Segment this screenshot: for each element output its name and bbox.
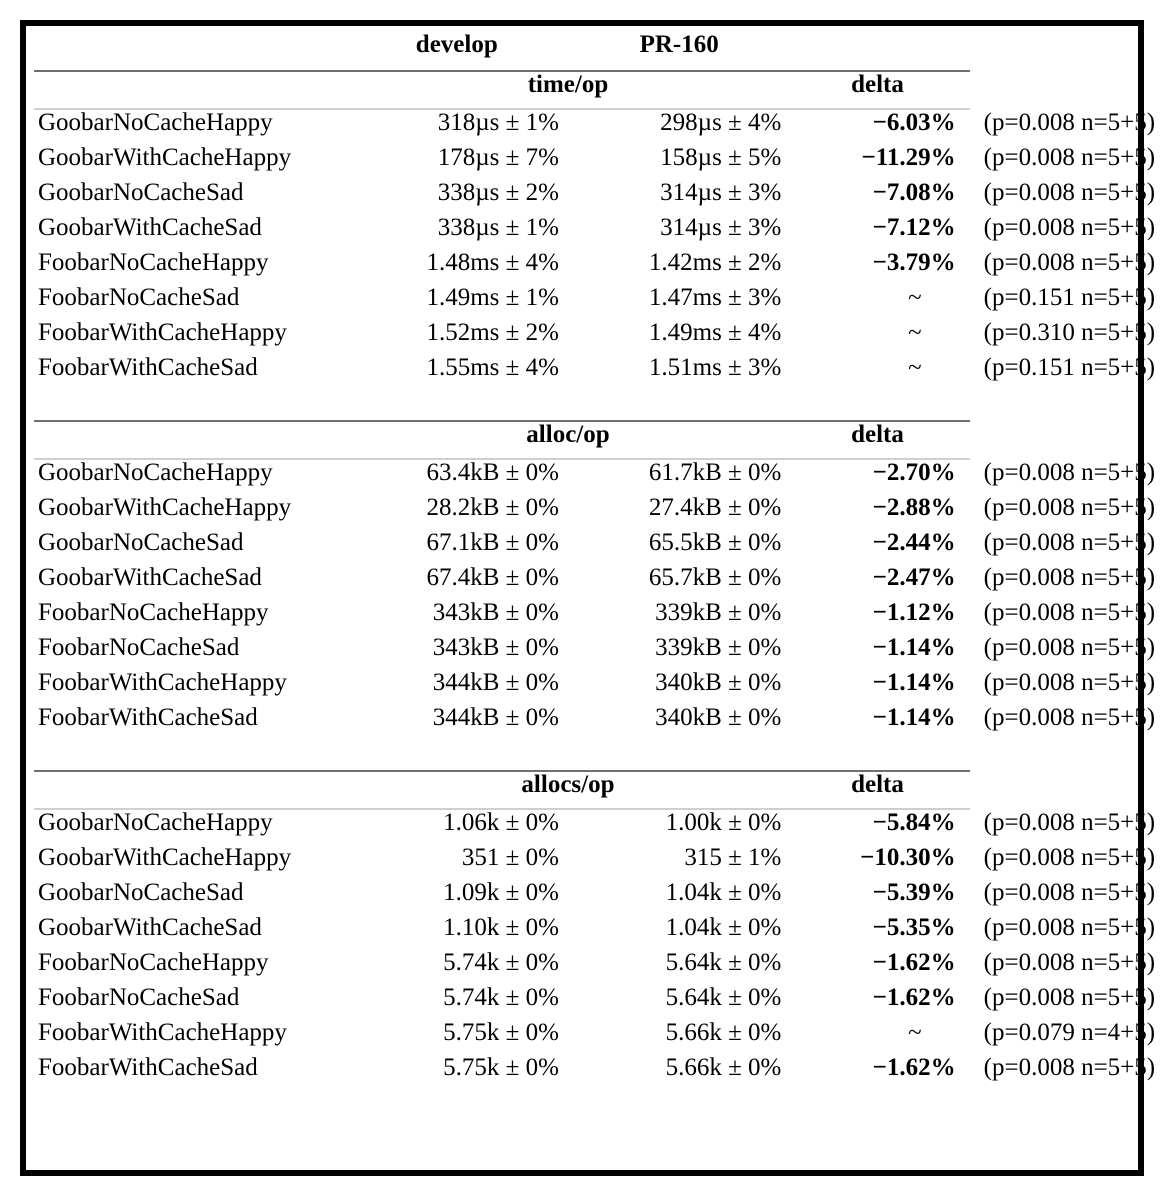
delta-value-cell: −5.39% xyxy=(872,879,956,906)
metric-header-spacer xyxy=(34,71,355,109)
benchmark-name-cell: FoobarWithCacheSad xyxy=(38,354,258,381)
pr-value-cell: 339kB ± 0% xyxy=(655,634,782,661)
develop-value-cell: 5.75k ± 0% xyxy=(443,1019,559,1046)
pvalue-cell: (p=0.008 n=5+5) xyxy=(983,144,1156,171)
pr-value-cell: 314µs ± 3% xyxy=(660,214,782,241)
develop-value-cell: 343kB ± 0% xyxy=(432,599,559,626)
pr-value-cell: 1.00k ± 0% xyxy=(665,809,782,836)
table-row xyxy=(34,1055,1130,1090)
column-header-pval-blank xyxy=(970,771,1130,809)
benchmark-name-cell: GoobarNoCacheSad xyxy=(38,179,244,206)
delta-value-cell: −1.62% xyxy=(872,1054,956,1081)
pr-value-cell: 1.04k ± 0% xyxy=(665,914,782,941)
delta-value-cell: −3.79% xyxy=(872,249,956,276)
spacer-cell xyxy=(970,390,1130,421)
pr-value-cell: 1.04k ± 0% xyxy=(665,879,782,906)
pr-value-cell: 5.64k ± 0% xyxy=(665,949,782,976)
spacer-cell xyxy=(799,390,969,421)
pr-value-cell: 5.64k ± 0% xyxy=(665,984,782,1011)
column-header-develop: develop xyxy=(415,31,498,58)
pvalue-cell: (p=0.008 n=5+5) xyxy=(983,529,1156,556)
pr-value-cell: 61.7kB ± 0% xyxy=(648,459,782,486)
benchmark-name-cell: GoobarNoCacheSad xyxy=(38,529,244,556)
develop-value-cell: 67.4kB ± 0% xyxy=(426,564,559,591)
develop-value-cell: 1.06k ± 0% xyxy=(443,809,559,836)
delta-value-cell: −11.29% xyxy=(861,144,956,171)
develop-value-cell: 63.4kB ± 0% xyxy=(426,459,559,486)
develop-value-cell: 1.52ms ± 2% xyxy=(426,319,559,346)
table-row xyxy=(34,1020,1130,1055)
pvalue-cell: (p=0.008 n=5+5) xyxy=(983,109,1156,136)
pvalue-cell: (p=0.008 n=5+5) xyxy=(983,634,1156,661)
develop-value-cell: 343kB ± 0% xyxy=(432,634,559,661)
pvalue-cell: (p=0.008 n=5+5) xyxy=(983,949,1156,976)
column-header-pr: PR-160 xyxy=(639,31,719,58)
benchstat-sheet xyxy=(26,26,1156,1170)
develop-value-cell: 344kB ± 0% xyxy=(432,704,559,731)
spacer-cell xyxy=(34,390,355,421)
table-row xyxy=(34,530,1130,565)
pvalue-cell: (p=0.079 n=4+5) xyxy=(983,1019,1156,1046)
benchstat-output-frame xyxy=(20,20,1156,1176)
benchmark-name-cell: GoobarWithCacheHappy xyxy=(38,144,292,171)
benchmark-name-cell: GoobarNoCacheHappy xyxy=(38,109,273,136)
table-row xyxy=(34,459,1130,495)
pvalue-cell: (p=0.008 n=5+5) xyxy=(983,914,1156,941)
develop-value-cell: 1.49ms ± 1% xyxy=(426,284,559,311)
develop-value-cell: 28.2kB ± 0% xyxy=(426,494,559,521)
pr-value-cell: 158µs ± 5% xyxy=(660,144,782,171)
table-row xyxy=(34,670,1130,705)
spacer-cell xyxy=(577,390,799,421)
benchmark-name-cell: FoobarNoCacheSad xyxy=(38,634,240,661)
benchmark-name-cell: FoobarWithCacheSad xyxy=(38,1054,258,1081)
pr-value-cell: 298µs ± 4% xyxy=(660,109,782,136)
table-row xyxy=(34,845,1130,880)
pvalue-cell: (p=0.008 n=5+5) xyxy=(983,564,1156,591)
pvalue-cell: (p=0.008 n=5+5) xyxy=(983,844,1156,871)
spacer-cell xyxy=(355,390,577,421)
metric-header-row xyxy=(34,421,1130,459)
column-header-delta: delta xyxy=(799,71,969,109)
develop-value-cell: 5.74k ± 0% xyxy=(443,949,559,976)
delta-value-cell: −7.12% xyxy=(872,214,956,241)
column-header-delta: delta xyxy=(799,421,969,459)
table-row xyxy=(34,250,1130,285)
table-row xyxy=(34,285,1130,320)
pvalue-cell: (p=0.008 n=5+5) xyxy=(983,809,1156,836)
delta-value-cell: −1.14% xyxy=(872,704,956,731)
pr-value-cell: 5.66k ± 0% xyxy=(665,1054,782,1081)
benchmark-name-cell: FoobarNoCacheHappy xyxy=(38,249,269,276)
table-row xyxy=(34,565,1130,600)
pvalue-cell: (p=0.151 n=5+5) xyxy=(983,284,1156,311)
benchmark-name-cell: FoobarNoCacheHappy xyxy=(38,599,269,626)
section-spacer-row xyxy=(34,390,1130,421)
benchmark-name-cell: FoobarWithCacheHappy xyxy=(38,669,287,696)
develop-value-cell: 344kB ± 0% xyxy=(432,669,559,696)
column-header-pval-blank xyxy=(970,71,1130,109)
benchmark-name-cell: GoobarNoCacheHappy xyxy=(38,459,273,486)
develop-value-cell: 1.55ms ± 4% xyxy=(426,354,559,381)
delta-value-cell: −2.44% xyxy=(872,529,956,556)
pvalue-cell: (p=0.008 n=5+5) xyxy=(983,704,1156,731)
pvalue-cell: (p=0.008 n=5+5) xyxy=(983,494,1156,521)
table-row xyxy=(34,985,1130,1020)
table-row xyxy=(34,600,1130,635)
delta-value-cell: −1.62% xyxy=(872,984,956,1011)
pr-value-cell: 5.66k ± 0% xyxy=(665,1019,782,1046)
branch-header-blank-pval xyxy=(970,32,1130,71)
develop-value-cell: 318µs ± 1% xyxy=(437,109,559,136)
delta-value-cell: −10.30% xyxy=(860,844,956,871)
branch-header-spacer xyxy=(34,32,355,71)
metric-header-row xyxy=(34,771,1130,809)
delta-value-cell: −5.35% xyxy=(872,914,956,941)
benchmark-name-cell: GoobarWithCacheHappy xyxy=(38,844,292,871)
pr-value-cell: 314µs ± 3% xyxy=(660,179,782,206)
benchmark-name-cell: FoobarNoCacheSad xyxy=(38,984,240,1011)
pvalue-cell: (p=0.008 n=5+5) xyxy=(983,459,1156,486)
metric-header-row xyxy=(34,71,1130,109)
column-header-delta: delta xyxy=(799,771,969,809)
pr-value-cell: 340kB ± 0% xyxy=(655,704,782,731)
table-row xyxy=(34,705,1130,740)
benchmark-name-cell: FoobarWithCacheHappy xyxy=(38,319,287,346)
table-row xyxy=(34,355,1130,390)
table-row xyxy=(34,635,1130,670)
column-header-metric: time/op xyxy=(355,71,800,109)
table-row xyxy=(34,915,1130,950)
delta-value-cell: −1.12% xyxy=(872,599,956,626)
pr-value-cell: 65.7kB ± 0% xyxy=(648,564,782,591)
metric-header-spacer xyxy=(34,421,355,459)
pvalue-cell: (p=0.008 n=5+5) xyxy=(983,879,1156,906)
spacer-cell xyxy=(577,740,799,771)
develop-value-cell: 5.75k ± 0% xyxy=(443,1054,559,1081)
pvalue-cell: (p=0.008 n=5+5) xyxy=(983,214,1156,241)
pvalue-cell: (p=0.151 n=5+5) xyxy=(983,354,1156,381)
develop-value-cell: 351 ± 0% xyxy=(461,844,559,871)
develop-value-cell: 178µs ± 7% xyxy=(437,144,559,171)
pr-value-cell: 1.49ms ± 4% xyxy=(648,319,782,346)
pr-value-cell: 315 ± 1% xyxy=(684,844,782,871)
table-row xyxy=(34,109,1130,145)
develop-value-cell: 5.74k ± 0% xyxy=(443,984,559,1011)
pr-value-cell: 340kB ± 0% xyxy=(655,669,782,696)
pr-value-cell: 339kB ± 0% xyxy=(655,599,782,626)
delta-value-cell: −2.70% xyxy=(872,459,956,486)
delta-value-cell: −6.03% xyxy=(872,109,956,136)
delta-value-cell: −5.84% xyxy=(872,809,956,836)
benchmark-name-cell: FoobarNoCacheSad xyxy=(38,284,240,311)
develop-value-cell: 1.09k ± 0% xyxy=(443,879,559,906)
delta-value-cell: ~ xyxy=(908,319,922,346)
spacer-cell xyxy=(355,740,577,771)
benchstat-table-body xyxy=(34,31,1156,1090)
develop-value-cell: 1.48ms ± 4% xyxy=(426,249,559,276)
delta-value-cell: −1.14% xyxy=(872,634,956,661)
develop-value-cell: 338µs ± 1% xyxy=(437,214,559,241)
benchstat-table xyxy=(34,31,1156,1090)
benchmark-name-cell: GoobarWithCacheSad xyxy=(38,214,262,241)
pvalue-cell: (p=0.008 n=5+5) xyxy=(983,1054,1156,1081)
pvalue-cell: (p=0.008 n=5+5) xyxy=(983,599,1156,626)
table-row xyxy=(34,180,1130,215)
delta-value-cell: −2.47% xyxy=(872,564,956,591)
pvalue-cell: (p=0.008 n=5+5) xyxy=(983,984,1156,1011)
develop-value-cell: 67.1kB ± 0% xyxy=(426,529,559,556)
delta-value-cell: −1.62% xyxy=(872,949,956,976)
pr-value-cell: 1.51ms ± 3% xyxy=(648,354,782,381)
develop-value-cell: 1.10k ± 0% xyxy=(443,914,559,941)
spacer-cell xyxy=(970,740,1130,771)
delta-value-cell: −7.08% xyxy=(872,179,956,206)
delta-value-cell: −1.14% xyxy=(872,669,956,696)
section-spacer-row xyxy=(34,740,1130,771)
pr-value-cell: 1.47ms ± 3% xyxy=(648,284,782,311)
table-row xyxy=(34,809,1130,845)
benchmark-name-cell: GoobarNoCacheSad xyxy=(38,879,244,906)
pr-value-cell: 1.42ms ± 2% xyxy=(648,249,782,276)
table-row xyxy=(34,145,1130,180)
pvalue-cell: (p=0.310 n=5+5) xyxy=(983,319,1156,346)
delta-value-cell: ~ xyxy=(908,284,922,311)
benchmark-name-cell: GoobarWithCacheHappy xyxy=(38,494,292,521)
benchmark-name-cell: FoobarNoCacheHappy xyxy=(38,949,269,976)
benchmark-name-cell: FoobarWithCacheHappy xyxy=(38,1019,287,1046)
pr-value-cell: 65.5kB ± 0% xyxy=(648,529,782,556)
metric-header-spacer xyxy=(34,771,355,809)
table-row xyxy=(34,320,1130,355)
column-header-metric: allocs/op xyxy=(355,771,800,809)
delta-value-cell: ~ xyxy=(908,1019,922,1046)
develop-value-cell: 338µs ± 2% xyxy=(437,179,559,206)
benchmark-name-cell: GoobarWithCacheSad xyxy=(38,914,262,941)
delta-value-cell: −2.88% xyxy=(872,494,956,521)
branch-header-row xyxy=(34,32,1130,71)
benchmark-name-cell: GoobarWithCacheSad xyxy=(38,564,262,591)
table-row xyxy=(34,215,1130,250)
table-row xyxy=(34,495,1130,530)
delta-value-cell: ~ xyxy=(908,354,922,381)
column-header-metric: alloc/op xyxy=(355,421,800,459)
pvalue-cell: (p=0.008 n=5+5) xyxy=(983,179,1156,206)
benchmark-name-cell: GoobarNoCacheHappy xyxy=(38,809,273,836)
benchmark-name-cell: FoobarWithCacheSad xyxy=(38,704,258,731)
column-header-pval-blank xyxy=(970,421,1130,459)
pvalue-cell: (p=0.008 n=5+5) xyxy=(983,669,1156,696)
branch-header-blank-delta xyxy=(799,32,969,71)
spacer-cell xyxy=(34,740,355,771)
pvalue-cell: (p=0.008 n=5+5) xyxy=(983,249,1156,276)
spacer-cell xyxy=(799,740,969,771)
table-row xyxy=(34,880,1130,915)
table-row xyxy=(34,950,1130,985)
pr-value-cell: 27.4kB ± 0% xyxy=(648,494,782,521)
